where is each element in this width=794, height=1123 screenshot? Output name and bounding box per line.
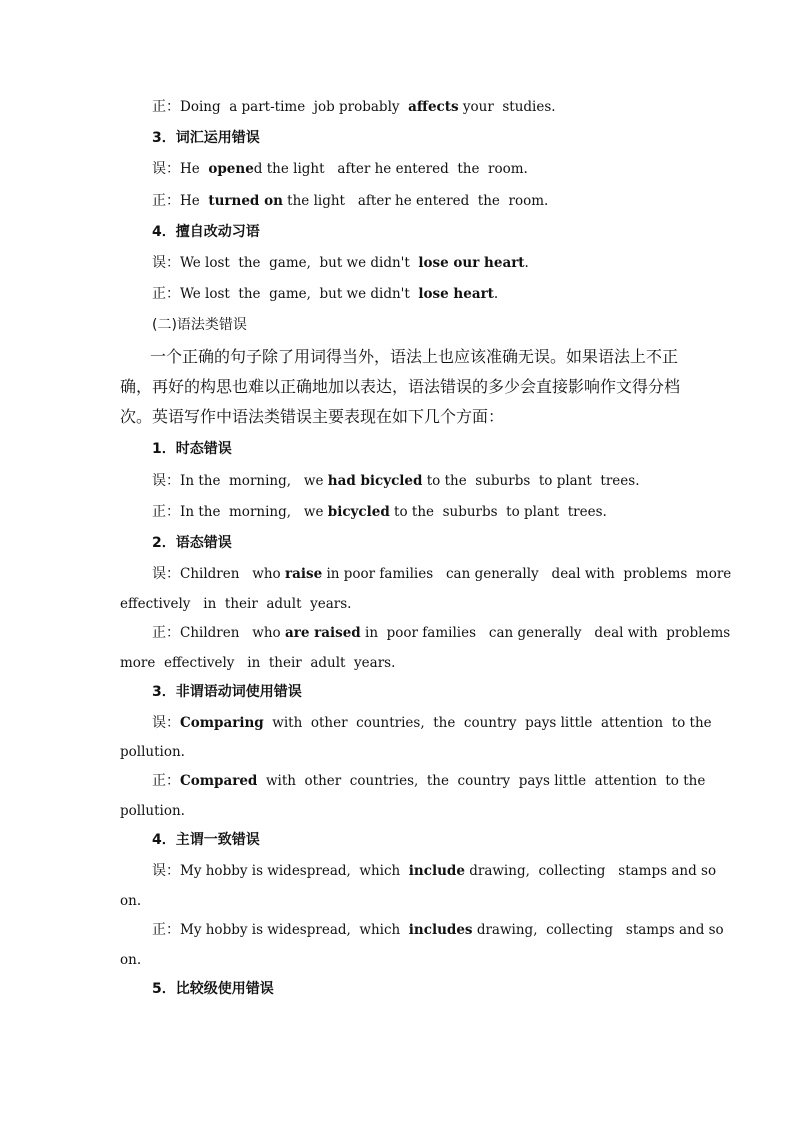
subsection-heading: (二)语法类错误: [152, 317, 247, 333]
section-heading: 1．时态错误: [152, 441, 232, 457]
section-heading: 5．比较级使用错误: [152, 981, 274, 997]
example-wrong: 误：In the morning, we had bicycled to the suburbs to plant trees.: [152, 473, 640, 489]
example-correct-continued: on.: [120, 952, 142, 968]
example-wrong-continued: effectively in their adult years.: [120, 596, 352, 612]
example-wrong: 误：Children who raise in poor families can generally deal with problems more: [152, 566, 732, 582]
paragraph-line: 一个正确的句子除了用词得当外，语法上也应该准确无误。如果语法上不正: [150, 347, 679, 366]
example-correct: 正：We lost the game, but we didn't lose heart.: [152, 286, 499, 302]
example-correct-continued: more effectively in their adult years.: [120, 655, 396, 671]
example-correct: 正：He turned on the light after he entered the room.: [152, 193, 549, 209]
paragraph-line: 次。英语写作中语法类错误主要表现在如下几个方面：: [120, 407, 505, 426]
section-heading: 2．语态错误: [152, 535, 232, 551]
section-heading: 4．主谓一致错误: [152, 832, 260, 848]
section-heading: 3．词汇运用错误: [152, 130, 260, 146]
example-wrong: 误：My hobby is widespread, which include drawing, collecting stamps and so: [152, 863, 717, 879]
section-heading: 4．擅自改动习语: [152, 224, 260, 240]
example-correct: 正：Children who are raised in poor families can generally deal with problems: [152, 625, 731, 641]
example-correct: 正：In the morning, we bicycled to the suburbs to plant trees.: [152, 504, 607, 520]
example-correct-continued: pollution.: [120, 803, 185, 819]
example-wrong-continued: on.: [120, 893, 142, 909]
example-wrong: 误：He opened the light after he entered the room.: [152, 161, 528, 177]
example-wrong-continued: pollution.: [120, 744, 185, 760]
section-heading: 3．非谓语动词使用错误: [152, 684, 302, 700]
example-correct: 正：Doing a part-time job probably affects your studies.: [152, 99, 556, 115]
example-correct: 正：Compared with other countries, the country pays little attention to the: [152, 773, 706, 789]
example-wrong: 误：Comparing with other countries, the country pays little attention to the: [152, 715, 712, 731]
example-wrong: 误：We lost the game, but we didn't lose our heart.: [152, 255, 529, 271]
paragraph-line: 确，再好的构思也难以正确地加以表达，语法错误的多少会直接影响作文得分档: [120, 377, 681, 396]
example-correct: 正：My hobby is widespread, which includes drawing, collecting stamps and so: [152, 922, 724, 938]
